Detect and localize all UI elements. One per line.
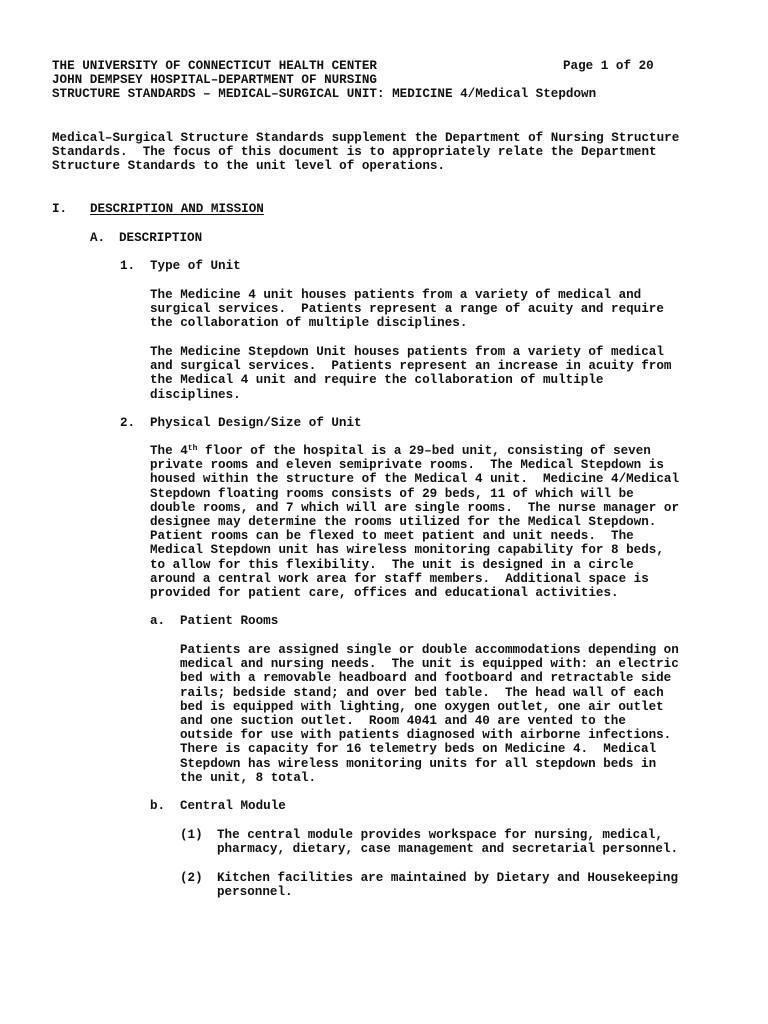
list-item	[217, 828, 678, 856]
paragraph-line: private rooms and eleven semiprivate rooms. The Medical Stepdown is	[150, 458, 664, 473]
paragraph-line: around a central work area for staff members. Additional space is	[150, 571, 649, 586]
paragraph-line: disciplines.	[150, 387, 241, 402]
item-heading: Physical Design/Size of Unit	[150, 416, 362, 430]
paragraph-line: Patients are assigned single or double accommodations depending on	[180, 643, 679, 657]
paragraph-line: Structure Standards to the unit level of operations.	[52, 159, 445, 174]
paragraph-line: the Medical 4 unit and require the collaboration of multiple	[150, 373, 604, 388]
paragraph-line: Medical–Surgical Structure Standards supplement the Department of Nursing Structure	[52, 131, 680, 145]
paragraph-line: The Medicine Stepdown Unit houses patients from a variety of medical	[150, 345, 664, 359]
intro-paragraph	[52, 131, 679, 174]
paragraph	[150, 288, 664, 331]
paragraph-line: Kitchen facilities are maintained by Dietary and Housekeeping	[217, 871, 679, 885]
subsection-heading: DESCRIPTION	[119, 231, 203, 245]
section-heading: DESCRIPTION AND MISSION	[90, 202, 264, 216]
text-fragment: floor of the hospital is a 29–bed unit, consisting of seven	[197, 444, 651, 458]
item-number: 1.	[120, 259, 136, 273]
paragraph-line: surgical services. Patients represent a range of acuity and require	[150, 302, 664, 317]
header-institution: THE UNIVERSITY OF CONNECTICUT HEALTH CENTER	[52, 59, 377, 73]
section-numeral: I.	[52, 202, 68, 216]
paragraph-line: personnel.	[217, 885, 293, 900]
paragraph	[150, 444, 679, 600]
superscript: th	[187, 444, 198, 453]
list-item	[217, 871, 678, 899]
subitem-letter: b.	[150, 799, 166, 813]
paragraph-line: the collaboration of multiple disciplines.	[150, 316, 468, 331]
paragraph-line: the unit, 8 total.	[180, 770, 317, 785]
paragraph-line: to allow for this flexibility. The unit is designed in a circle	[150, 557, 634, 572]
document-title: STRUCTURE STANDARDS – MEDICAL–SURGICAL UNIT: MEDICINE 4/Medical Stepdown	[52, 87, 597, 102]
paragraph-line: Stepdown floating rooms consists of 29 beds, 11 of which will be	[150, 486, 634, 501]
paragraph-line: outside for use with patients diagnosed with airborne infections.	[180, 728, 672, 743]
paragraph-line: double rooms, and 7 which will are single rooms. The nurse manager or	[150, 500, 680, 515]
paragraph-line: Stepdown has wireless monitoring units for all stepdown beds in	[180, 756, 657, 771]
document-header	[52, 59, 596, 102]
paragraph-line: medical and nursing needs. The unit is equipped with: an electric	[180, 657, 679, 672]
subitem-heading: Central Module	[180, 799, 286, 813]
subitem-letter: a.	[150, 614, 166, 628]
paragraph-line: Patient rooms can be flexed to meet patient and unit needs. The	[150, 529, 634, 544]
paragraph-line	[150, 444, 679, 458]
paragraph-line: bed is equipped with lighting, one oxygen outlet, one air outlet	[180, 699, 664, 714]
paragraph-line: pharmacy, dietary, case management and secretarial personnel.	[217, 842, 679, 857]
paragraph-line: provided for patient care, offices and educational activities.	[150, 585, 619, 600]
paragraph-line: designee may determine the rooms utilized for the Medical Stepdown.	[150, 514, 657, 529]
paragraph-line: and one suction outlet. Room 4041 and 40 are vented to the	[180, 713, 626, 728]
paragraph-line: The central module provides workspace for nursing, medical,	[217, 828, 663, 842]
paragraph-line: Medical Stepdown unit has wireless monitoring capability for 8 beds,	[150, 543, 664, 558]
paragraph-line: rails; bedside stand; and over bed table. The head wall of each	[180, 685, 664, 700]
item-heading: Type of Unit	[150, 259, 241, 273]
paragraph	[180, 643, 679, 785]
text-fragment: The 4	[150, 444, 188, 458]
list-number: (2)	[180, 871, 203, 885]
paragraph-line: housed within the structure of the Medical 4 unit. Medicine 4/Medical	[150, 472, 680, 487]
paragraph-line: The Medicine 4 unit houses patients from a variety of medical and	[150, 288, 642, 302]
paragraph-line: bed with a removable headboard and footboard and retractable side	[180, 671, 672, 686]
paragraph-line: There is capacity for 16 telemetry beds on Medicine 4. Medical	[180, 742, 657, 757]
header-department: JOHN DEMPSEY HOSPITAL–DEPARTMENT OF NURSING	[52, 73, 377, 88]
item-number: 2.	[120, 416, 136, 430]
subitem-heading: Patient Rooms	[180, 614, 279, 628]
page-number: Page 1 of 20	[563, 59, 654, 73]
paragraph-line: Standards. The focus of this document is to appropriately relate the Department	[52, 145, 657, 160]
paragraph	[150, 345, 671, 402]
paragraph-line: and surgical services. Patients represent an increase in acuity from	[150, 359, 672, 374]
subsection-letter: A.	[90, 231, 106, 245]
list-number: (1)	[180, 828, 203, 842]
